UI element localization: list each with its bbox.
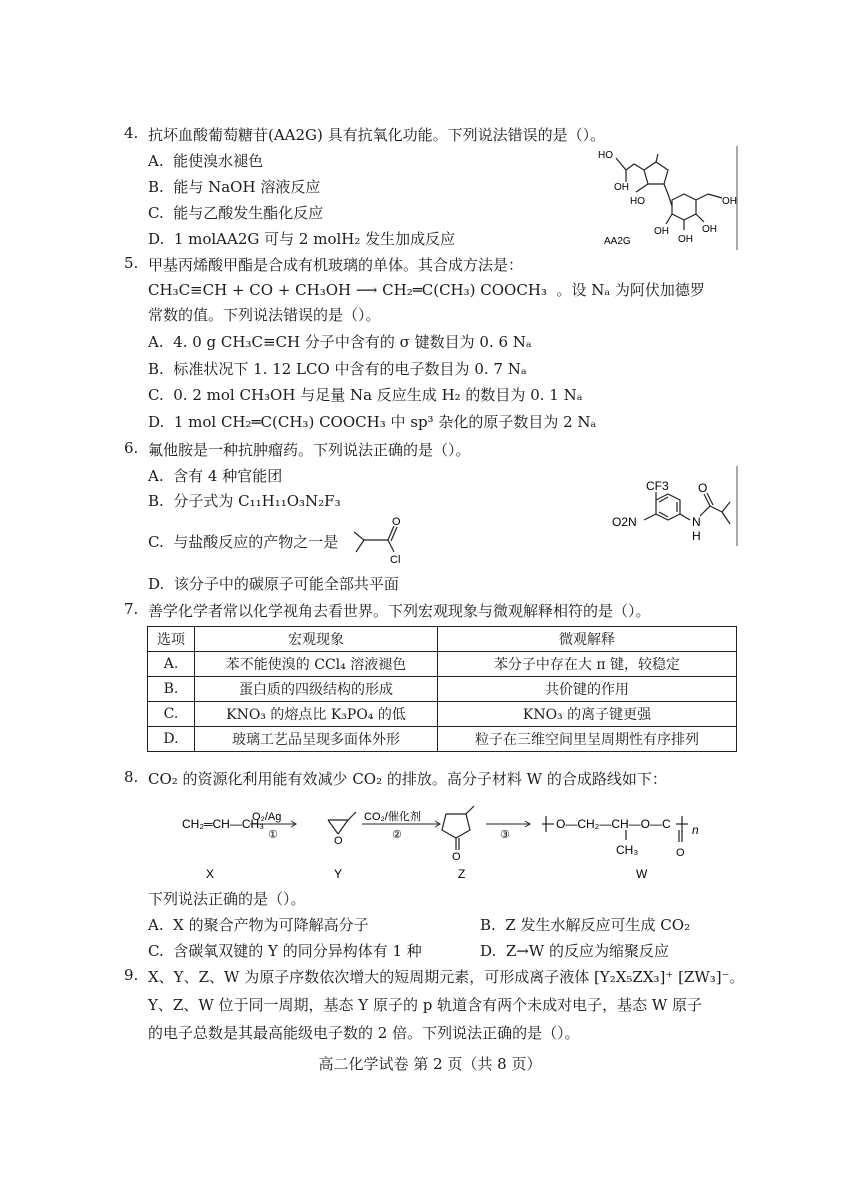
structure-label: O2N: [612, 515, 637, 529]
polymer-w-formula: O—CH₂—CH—O—C: [556, 817, 671, 831]
structure-label: O: [698, 481, 708, 495]
option-text: 1 molAA2G 可与 2 molH₂ 发生加成反应: [173, 230, 456, 248]
q9-line-3: 的电子总数是其最高能级电子数的 2 倍。下列说法正确的是（）。: [148, 1024, 580, 1042]
structure-label: Cl: [390, 554, 401, 564]
option-text: 分子式为 C₁₁H₁₁O₃N₂F₃: [173, 492, 341, 510]
q5-option-c: [148, 384, 583, 405]
q6-number: 6.: [124, 439, 139, 457]
option-label: A.: [148, 916, 164, 934]
q9-number: 9.: [124, 966, 139, 984]
option-text: 与盐酸反应的产物之一是: [173, 533, 339, 551]
aa2g-structure-figure: [596, 146, 738, 250]
q8-option-d: [480, 940, 669, 961]
option-text: Z 发生水解反应可生成 CO₂: [505, 916, 691, 934]
structure-label: HO: [630, 196, 645, 207]
option-label: A.: [148, 333, 164, 351]
table-row: [148, 702, 737, 727]
q6-option-a: [148, 465, 282, 486]
option-label: C.: [148, 386, 164, 404]
q8-lead: 下列说法正确的是（）。: [148, 890, 306, 908]
reaction-text: CH₃C≡CH + CO + CH₃OH ⟶ CH₂═C(CH₃) COOCH₃: [148, 281, 547, 299]
q6-option-b: [148, 490, 341, 511]
table-row: [148, 677, 737, 702]
table-cell: D.: [148, 727, 195, 752]
option-text: 4. 0 g CH₃C≡CH 分子中含有的 σ 键数目为 0. 6 Nₐ: [173, 333, 532, 351]
polymer-carbonyl-oxygen: O: [676, 847, 685, 859]
q4-stem: 抗坏血酸葡萄糖苷(AA2G) 具有抗氧化功能。下列说法错误的是（）。: [148, 126, 606, 144]
q4-option-b: [148, 176, 320, 197]
option-label: C.: [148, 204, 164, 222]
table-cell: KNO₃ 的熔点比 K₃PO₄ 的低: [195, 702, 438, 727]
option-text: 含有 4 种官能团: [173, 467, 283, 485]
structure-label: HO: [598, 150, 613, 161]
isobutyryl-chloride-structure: [352, 514, 414, 564]
carbonyl-oxygen: O: [452, 851, 461, 863]
table-header-cell: 选项: [148, 627, 195, 652]
table-cell: 粒子在三维空间里呈周期性有序排列: [438, 727, 737, 752]
table-header-cell: 微观解释: [438, 627, 737, 652]
step1-reagent: O₂/Ag: [252, 811, 282, 823]
q6-option-d: [148, 573, 399, 594]
reaction-tail: 。设 Nₐ 为阿伏加德罗: [556, 281, 705, 299]
table-cell: 玻璃工艺品呈现多面体外形: [195, 727, 438, 752]
option-label: B.: [148, 178, 164, 196]
option-label: B.: [148, 360, 164, 378]
compound-x-formula: CH₂═CH—CH₃: [182, 817, 265, 831]
q5-reaction-equation: [148, 279, 705, 300]
structure-label: OH: [614, 182, 629, 193]
structure-label: OH: [654, 226, 669, 237]
step1-number: ①: [268, 829, 278, 841]
q6-option-c: [148, 531, 338, 552]
table-header-row: [148, 627, 737, 652]
option-label: D.: [148, 413, 165, 431]
q4-option-a: [148, 150, 263, 171]
table-cell: 苯分子中存在大 π 键，较稳定: [438, 652, 737, 677]
option-text: X 的聚合产物为可降解高分子: [173, 916, 369, 934]
table-header-cell: 宏观现象: [195, 627, 438, 652]
synthesis-route-scheme: [176, 800, 716, 884]
q4-number: 4.: [124, 124, 139, 142]
compound-label-z: Z: [458, 867, 466, 881]
polymer-methyl: CH₃: [616, 843, 639, 857]
q5-stem-continued: 常数的值。下列说法错误的是（）。: [148, 306, 381, 324]
q8-option-a: [148, 914, 369, 935]
structure-label: OH: [678, 234, 693, 245]
option-text: Z→W 的反应为缩聚反应: [505, 942, 669, 960]
option-text: 能与乙酸发生酯化反应: [173, 204, 324, 222]
table-cell: KNO₃ 的离子键更强: [438, 702, 737, 727]
table-cell: B.: [148, 677, 195, 702]
option-label: D.: [148, 575, 165, 593]
q8-stem: CO₂ 的资源化利用能有效减少 CO₂ 的排放。高分子材料 W 的合成路线如下：: [148, 770, 667, 788]
q8-option-b: [480, 914, 690, 935]
flutamide-structure-figure: [610, 466, 738, 546]
table-cell: C.: [148, 702, 195, 727]
structure-label: N: [692, 515, 701, 529]
option-text: 1 mol CH₂═C(CH₃) COOCH₃ 中 sp³ 杂化的原子数目为 2 Nₐ: [173, 413, 597, 431]
q6-stem: 氟他胺是一种抗肿瘤药。下列说法正确的是（）。: [148, 441, 471, 459]
option-text: 该分子中的碳原子可能全部共平面: [173, 575, 399, 593]
structure-label: OH: [722, 196, 737, 207]
epoxide-oxygen: O: [334, 835, 343, 847]
option-label: C.: [148, 533, 164, 551]
q5-option-a: [148, 331, 532, 352]
q7-table: [147, 626, 737, 752]
option-label: B.: [480, 916, 496, 934]
q8-number: 8.: [124, 768, 139, 786]
structure-label: O: [392, 516, 401, 528]
q7-stem: 善学化学者常以化学视角去看世界。下列宏观现象与微观解释相符的是（）。: [148, 602, 651, 620]
step3-number: ③: [500, 829, 510, 841]
q5-stem: 甲基丙烯酸甲酯是合成有机玻璃的单体。其合成方法是：: [148, 256, 524, 274]
option-label: B.: [148, 492, 164, 510]
table-cell: 蛋白质的四级结构的形成: [195, 677, 438, 702]
option-text: 含碳氧双键的 Y 的同分异构体有 1 种: [173, 942, 422, 960]
q5-option-d: [148, 411, 596, 432]
q4-option-d: [148, 228, 455, 249]
option-label: A.: [148, 152, 164, 170]
option-text: 能使溴水褪色: [173, 152, 264, 170]
table-cell: 共价键的作用: [438, 677, 737, 702]
q9-line-1: X、Y、Z、W 为原子序数依次增大的短周期元素，可形成离子液体 [Y₂X₅ZX₃]⁺ [ZW₃]⁻。: [148, 968, 745, 986]
option-text: 0. 2 mol CH₃OH 与足量 Na 反应生成 H₂ 的数目为 0. 1 Nₐ: [173, 386, 583, 404]
step2-reagent: CO₂/催化剂: [364, 811, 421, 823]
structure-label: H: [692, 529, 701, 543]
option-text: 标准状况下 1. 12 LCO 中含有的电子数目为 0. 7 Nₐ: [173, 360, 527, 378]
polymer-repeat-n: n: [692, 823, 699, 837]
compound-label-x: X: [206, 867, 215, 881]
q7-number: 7.: [124, 600, 139, 618]
step2-number: ②: [392, 829, 402, 841]
table-cell: A.: [148, 652, 195, 677]
table-cell: 苯不能使溴的 CCl₄ 溶液褪色: [195, 652, 438, 677]
q8-option-c: [148, 940, 422, 961]
option-text: 能与 NaOH 溶液反应: [173, 178, 321, 196]
option-label: C.: [148, 942, 164, 960]
page-footer: 高二化学试卷 第 2 页（共 8 页）: [318, 1055, 542, 1073]
table-row: [148, 727, 737, 752]
structure-label: OH: [702, 224, 717, 235]
compound-label-y: Y: [334, 867, 343, 881]
q9-line-2: Y、Z、W 位于同一周期，基态 Y 原子的 p 轨道含有两个未成对电子，基态 W 原子: [148, 996, 703, 1014]
option-label: A.: [148, 467, 164, 485]
compound-label-w: W: [636, 867, 648, 881]
q5-option-b: [148, 358, 527, 379]
table-row: [148, 652, 737, 677]
structure-caption: AA2G: [604, 236, 631, 247]
q5-number: 5.: [124, 254, 139, 272]
structure-label: CF3: [646, 479, 669, 493]
option-label: D.: [148, 230, 165, 248]
q4-option-c: [148, 202, 323, 223]
option-label: D.: [480, 942, 497, 960]
